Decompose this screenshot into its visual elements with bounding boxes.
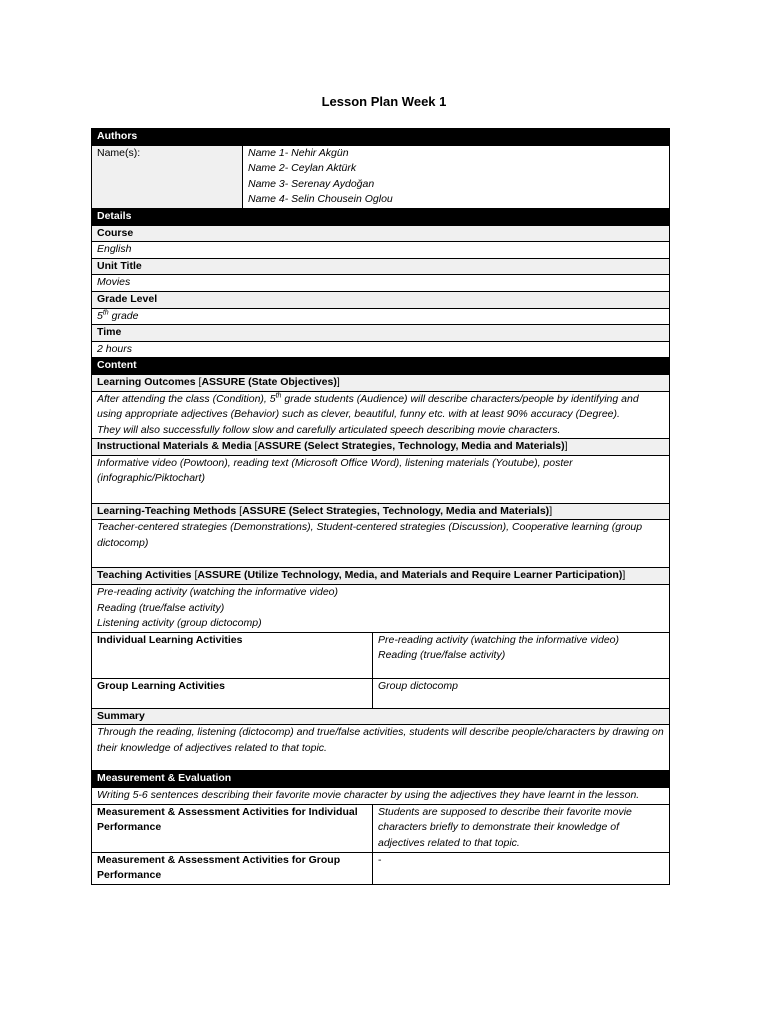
individual-activities-text [373, 632, 670, 678]
grade-level-label: Grade Level [92, 291, 670, 308]
methods-label-text: Learning-Teaching Methods [97, 504, 240, 517]
individual-activities-label: Individual Learning Activities [92, 632, 373, 678]
activity-line-3: Listening activity (group dictocomp) [97, 617, 262, 630]
section-details: Details [92, 208, 670, 225]
page-title: Lesson Plan Week 1 [321, 94, 447, 109]
evaluation-text: Writing 5-6 sentences describing their favorite movie character by using the adjectives they have learnt in the lesson. [92, 788, 670, 805]
author-name-1: Name 1- Nehir Akgün [248, 146, 349, 159]
learning-outcomes-text [92, 391, 670, 439]
unit-title-value: Movies [92, 275, 670, 292]
time-label-row [92, 325, 670, 342]
summary-label-row [92, 708, 670, 725]
author-name-3: Name 3- Serenay Aydoğan [248, 177, 375, 190]
section-details-row [92, 208, 670, 225]
instructional-materials-text: Informative video (Powtoon), reading text (Microsoft Office Word), listening materials (Youtube), poster (infographic/Piktochart) [92, 455, 670, 503]
instructional-materials-label: Instructional Materials & Media [ASSURE (Select Strategies, Technology, Media and Materials)] [92, 439, 670, 456]
course-value: English [92, 242, 670, 259]
outcomes-text-sup: th [275, 392, 282, 399]
activities-assure: ASSURE (Utilize Technology, Media, and Materials and Require Learner Participation) [197, 569, 623, 582]
section-content-row [92, 358, 670, 375]
activities-label-text: Teaching Activities [97, 569, 195, 582]
unit-title-label: Unit Title [92, 258, 670, 275]
group-assessment-row [92, 852, 670, 884]
grade-suffix: grade [108, 309, 139, 322]
individual-activity-1: Pre-reading activity (watching the informative video) [378, 633, 620, 646]
teaching-activities-text [92, 585, 670, 633]
individual-activities-row [92, 632, 670, 678]
authors-row [92, 145, 670, 208]
activity-line-1: Pre-reading activity (watching the informative video) [97, 586, 339, 599]
outcomes-label-row [92, 374, 670, 391]
unit-label-row [92, 258, 670, 275]
authors-label: Name(s): [92, 145, 243, 208]
activities-label-row [92, 568, 670, 585]
teaching-activities-label: Teaching Activities [ASSURE (Utilize Technology, Media, and Materials and Require Learner Participation)] [92, 568, 670, 585]
course-value-row [92, 242, 670, 259]
outcomes-text-row [92, 391, 670, 439]
unit-value-row [92, 275, 670, 292]
outcomes-label-text: Learning Outcomes [97, 375, 199, 388]
course-label: Course [92, 225, 670, 242]
methods-assure: ASSURE (Select Strategies, Technology, Media and Materials) [242, 504, 550, 517]
lesson-plan-table [91, 128, 670, 885]
group-assessment-label: Measurement & Assessment Activities for Group Performance [92, 852, 373, 884]
activities-text-row [92, 585, 670, 633]
section-content: Content [92, 358, 670, 375]
evaluation-text-row [92, 788, 670, 805]
methods-label-row [92, 503, 670, 520]
teaching-methods-text: Teacher-centered strategies (Demonstrations), Student-centered strategies (Discussion), Cooperative learning (group dictocomp) [92, 520, 670, 568]
materials-text-row [92, 455, 670, 503]
grade-number: 5 [97, 309, 103, 322]
time-value: 2 hours [92, 341, 670, 358]
section-evaluation-row [92, 771, 670, 788]
time-label: Time [92, 325, 670, 342]
authors-names [243, 145, 670, 208]
time-value-row [92, 341, 670, 358]
outcomes-assure: ASSURE (State Objectives) [201, 375, 337, 388]
individual-assessment-label: Measurement & Assessment Activities for Individual Performance [92, 804, 373, 852]
grade-superscript: th [102, 309, 109, 317]
materials-label-text: Instructional Materials & Media [97, 440, 255, 453]
group-activities-row [92, 678, 670, 708]
grade-level-value [92, 308, 670, 325]
course-label-row [92, 225, 670, 242]
outcomes-text-c: They will also successfully follow slow and carefully articulated speech describing movie characters. [97, 423, 561, 436]
grade-value-row [92, 308, 670, 325]
summary-text: Through the reading, listening (dictocomp) and true/false activities, students will describe people/characters by drawing on their knowledge of adjectives related to that topic. [92, 725, 670, 771]
group-activities-label: Group Learning Activities [92, 678, 373, 708]
learning-outcomes-label: Learning Outcomes [ASSURE (State Objectives)] [92, 374, 670, 391]
methods-text-row [92, 520, 670, 568]
section-authors-row [92, 129, 670, 146]
individual-assessment-row [92, 804, 670, 852]
group-assessment-text: - [373, 852, 670, 884]
activity-line-2: Reading (true/false activity) [97, 601, 225, 614]
section-evaluation: Measurement & Evaluation [92, 771, 670, 788]
group-activities-text: Group dictocomp [373, 678, 670, 708]
outcomes-text-b: grade students (Audience) will describe characters/people by identifying and using appropriate adjectives (Behavior) such as clever, beautiful, funny etc. with at least 90% accuracy (Degree). [97, 392, 639, 421]
section-authors: Authors [92, 129, 670, 146]
individual-activity-2: Reading (true/false activity) [378, 649, 506, 662]
author-name-4: Name 4- Selin Chousein Oglou [248, 193, 393, 206]
individual-assessment-text: Students are supposed to describe their favorite movie characters briefly to demonstrate their knowledge of adjectives related to that topic. [373, 804, 670, 852]
teaching-methods-label: Learning-Teaching Methods [ASSURE (Select Strategies, Technology, Media and Materials)] [92, 503, 670, 520]
summary-text-row [92, 725, 670, 771]
summary-label: Summary [92, 708, 670, 725]
grade-label-row [92, 291, 670, 308]
author-name-2: Name 2- Ceylan Aktürk [248, 162, 357, 175]
materials-assure: ASSURE (Select Strategies, Technology, Media and Materials) [257, 440, 565, 453]
outcomes-text-a: After attending the class (Condition), 5 [97, 392, 276, 405]
materials-label-row [92, 439, 670, 456]
